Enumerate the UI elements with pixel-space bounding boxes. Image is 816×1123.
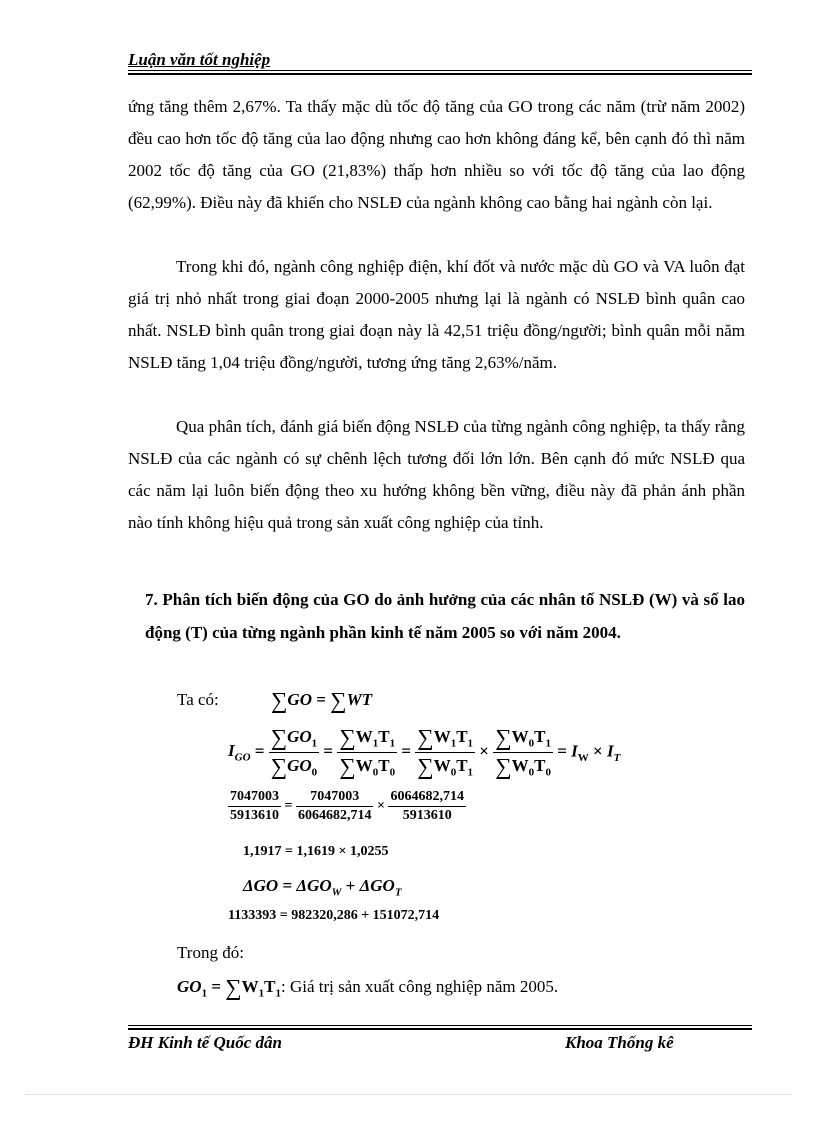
definition-line: $GO_1 = \sum W_1T_1$: Giá trị sản xuất công nghiệp năm 2005. bbox=[177, 975, 559, 1000]
paragraph-2: Trong khi đó, ngành công nghiệp điện, khí đốt và nước mặc dù GO và VA luôn đạt giá trị nhỏ nhất trong giai đoạn 2000-2005 nhưng lại là ngành có NSLĐ bình quân cao nhất. NSLĐ bình quân trong giai đoạn này là 42,51 triệu đồng/người; bình quân mỗi năm NSLĐ tăng 1,04 triệu đồng/người, tương ứng tăng 2,63%/năm. bbox=[128, 257, 745, 372]
fraction-1-den: 5913610 bbox=[230, 808, 279, 823]
ta-co-label: Ta có: bbox=[177, 690, 219, 709]
paragraph-1: ứng tăng thêm 2,67%. Ta thấy mặc dù tốc độ tăng của GO trong các năm (trừ năm 2002) đều cao hơn tốc độ tăng của lao động nhưng cao hơn không đáng kể, bên cạnh đó thì năm 2002 tốc độ tăng của GO (21,83%) thấp hơn nhiều so với tốc độ tăng của lao động (62,99%). Điều này đã khiến cho NSLĐ của ngành không cao bằng hai ngành còn lại. bbox=[128, 97, 745, 212]
fraction-1-num: 7047003 bbox=[228, 789, 281, 807]
fraction-2-den: 6064682,714 bbox=[297, 808, 372, 823]
section-heading: 7. Phân tích biến động của GO do ảnh hưởng của các nhân tố NSLĐ (W) và số lao động (T) của từng ngành phần kinh tế năm 2005 so với năm 2004. bbox=[145, 590, 745, 642]
fraction-3-num: 6064682,714 bbox=[388, 789, 466, 807]
footer-faculty: Khoa Thống kê bbox=[565, 1033, 674, 1052]
wt-symbol: WT bbox=[346, 690, 373, 709]
absolute-values-line: 1133393 = 982320,286 + 151072,714 bbox=[228, 908, 440, 923]
header-rule-thin bbox=[128, 70, 752, 71]
go-symbol: GO bbox=[287, 690, 312, 709]
paragraph-3: Qua phân tích, đánh giá biến động NSLĐ của từng ngành công nghiệp, ta thấy rằng NSLĐ của các ngành có sự chênh lệch tương đối lớn lớn. Bên cạnh đó mức NSLĐ qua các năm lại luôn biến động theo xu hướng không bền vững, điều này đã phản ánh phần nào tính không hiệu quả trong sản xuất công nghiệp của tỉnh. bbox=[128, 417, 745, 532]
footer-rule-thin bbox=[128, 1025, 752, 1026]
fraction-2-num: 7047003 bbox=[296, 789, 374, 807]
header-rule-thick bbox=[128, 73, 752, 75]
footer-rule-thick bbox=[128, 1028, 752, 1030]
numeric-fraction-line: $\frac{7047003}{5913610}$ = $\frac{7047003}{6064682,714}$ × $\frac{6064682,714}{5913610}$ bbox=[230, 789, 464, 823]
definition-text: : Giá trị sản xuất công nghiệp năm 2005. bbox=[281, 977, 559, 996]
page-bottom-border bbox=[25, 1094, 791, 1095]
delta-formula-line: $\Delta GO = \Delta GO_W + \Delta GO_T$ bbox=[243, 876, 402, 899]
header-title: Luận văn tốt nghiệp bbox=[128, 50, 271, 69]
footer-university: ĐH Kinh tế Quốc dân bbox=[128, 1033, 282, 1052]
trong-do-label: Trong đó: bbox=[177, 943, 244, 962]
index-values-line: 1,1917 = 1,1619 × 1,0255 bbox=[243, 844, 389, 859]
fraction-3-den: 5913610 bbox=[402, 808, 452, 823]
formula-line-1: Ta có: ∑GO = ∑WT bbox=[177, 688, 373, 713]
index-formula: $I_{GO}$ = $\frac{\sum GO_1}{\sum GO_0}$ = $\frac{\sum W_1T_1}{\sum W_0T_0}$ = $\frac{\sum W_1T_1}{\sum W_0T_1}$ × $\frac{\sum W_0T_1}{\sum W_0T_0}$ = $I_W \times I_T$ bbox=[228, 725, 621, 779]
